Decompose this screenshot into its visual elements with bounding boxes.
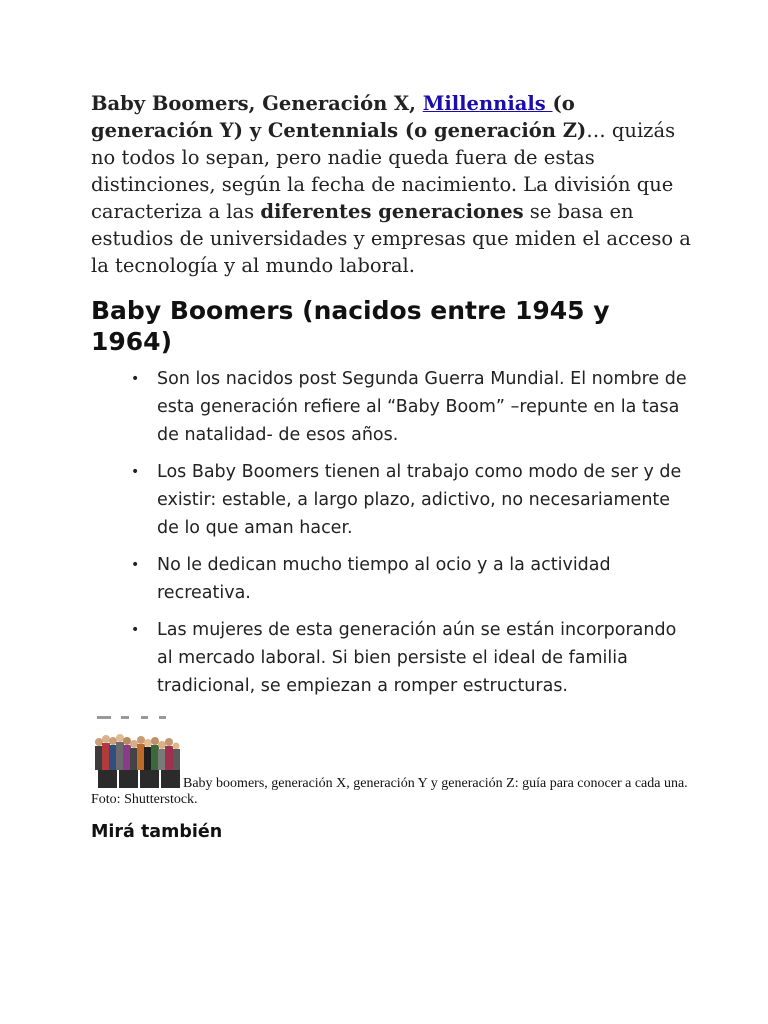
list-item [91, 616, 691, 700]
list-item-text: No le dedican mucho tiempo al ocio y a la actividad recreativa. [157, 555, 611, 603]
intro-paragraph [91, 90, 691, 279]
intro-bold-generations-2: (o generación Y) y Centennials (o generación Z) [91, 92, 587, 142]
bullet-icon: • [131, 464, 140, 480]
bullet-icon: • [131, 371, 140, 387]
bullet-icon: • [131, 557, 140, 573]
list-item-text: Los Baby Boomers tienen al trabajo como modo de ser y de existir: estable, a largo plazo, adictivo, no necesariamente de lo que aman hacer. [157, 462, 682, 538]
intro-text: … quizás no todos lo sepan, pero nadie queda fuera de estas distinciones, según la fecha de nacimiento. La división que caracteriza a las [91, 119, 676, 223]
list-item [91, 551, 691, 607]
list-item [91, 458, 691, 542]
generations-photo[interactable] [91, 712, 183, 792]
see-also-heading: Mirá también [91, 822, 223, 842]
bullet-list [91, 365, 691, 700]
photo-caption: Baby boomers, generación X, generación Y y generación Z: guía para conocer a cada una. Foto: Shutterstock. [91, 776, 688, 807]
section-heading: Baby Boomers (nacidos entre 1945 y 1964) [91, 296, 610, 356]
intro-bold-generations: Baby Boomers, Generación X, [91, 92, 423, 115]
intro-text-2: se basa en estudios de universidades y empresas que miden el acceso a la tecnología y al mundo laboral. [91, 200, 691, 277]
bullet-icon: • [131, 622, 140, 638]
list-item-text: Son los nacidos post Segunda Guerra Mundial. El nombre de esta generación refiere al “Baby Boom” –repunte en la tasa de natalidad- de esos años. [157, 369, 687, 445]
article-body [91, 90, 691, 842]
list-item-text: Las mujeres de esta generación aún se están incorporando al mercado laboral. Si bien persiste el ideal de familia tradicional, se empiezan a romper estructuras. [157, 620, 677, 696]
intro-bold-different-generations: diferentes generaciones [260, 200, 524, 223]
list-item [91, 365, 691, 449]
figure [91, 712, 691, 808]
millennials-link[interactable]: Millennials [422, 92, 553, 115]
